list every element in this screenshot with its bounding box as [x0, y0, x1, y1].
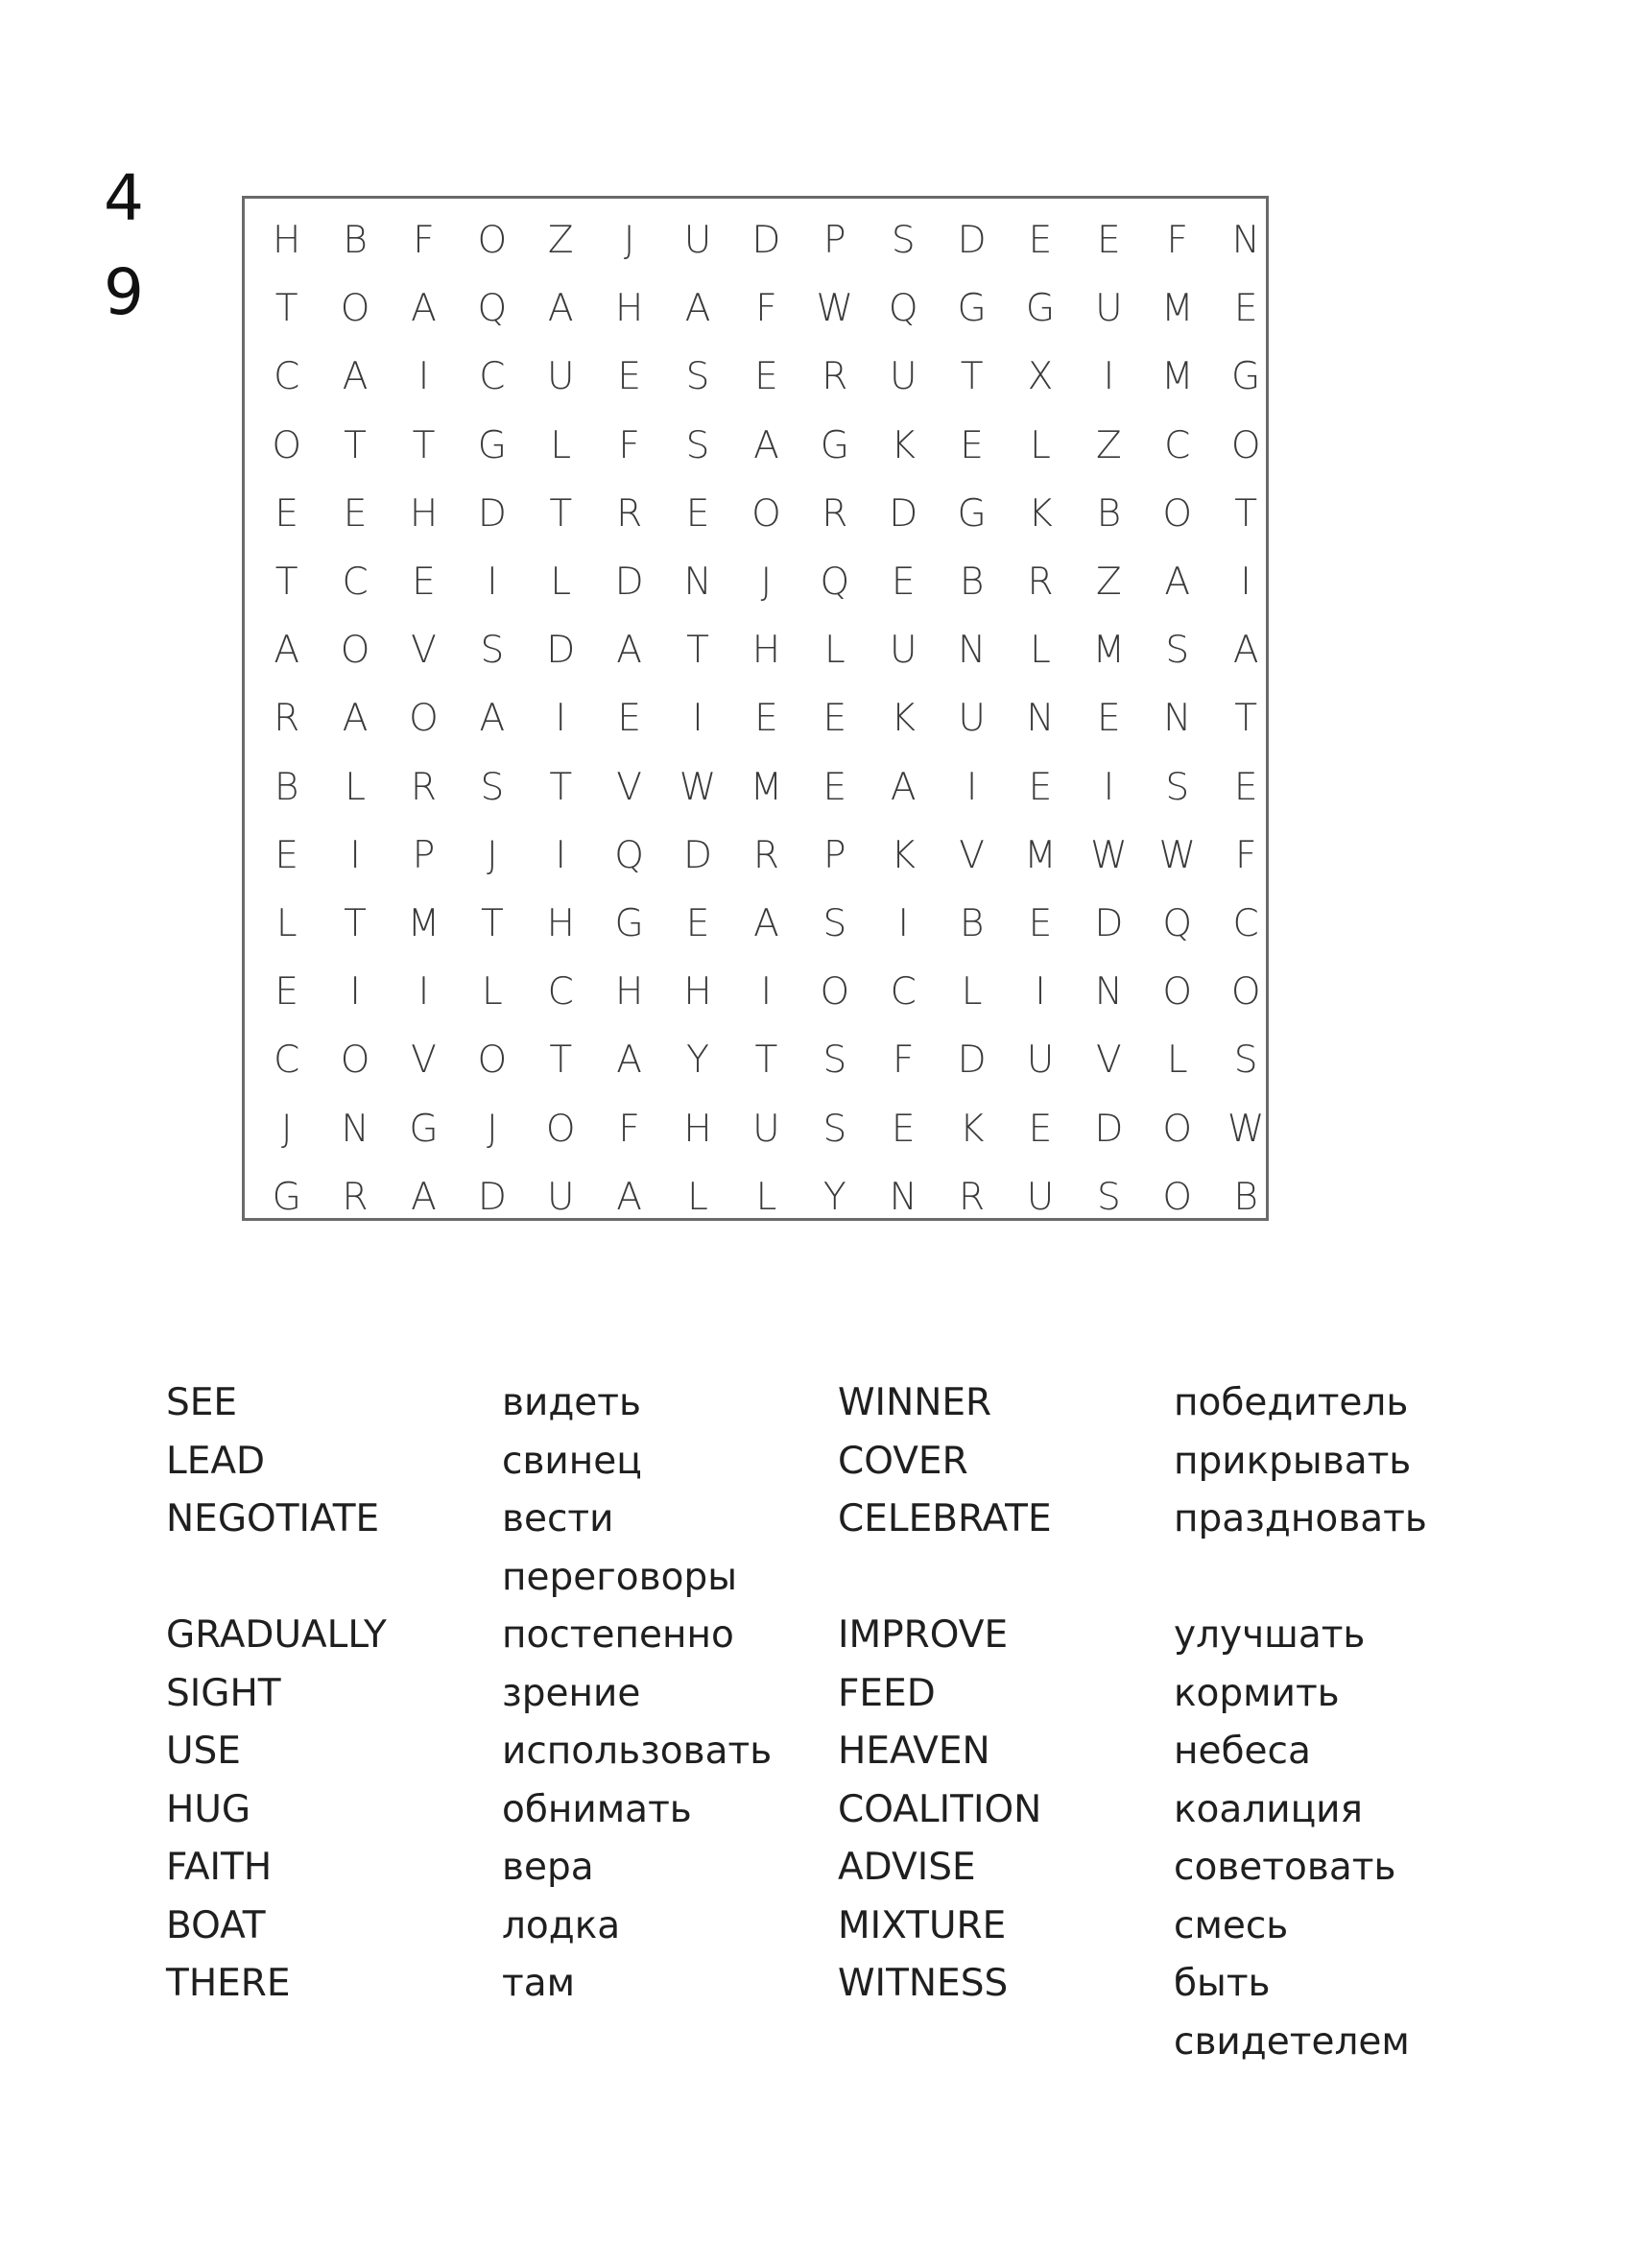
grid-letter: O: [545, 1107, 576, 1151]
grid-letter: T: [412, 423, 436, 467]
grid-letter: P: [823, 833, 846, 877]
grid-letter: E: [1233, 287, 1258, 331]
grid-letter: R: [959, 1175, 986, 1219]
grid-letter: E: [617, 355, 641, 399]
grid-letter: E: [1233, 765, 1258, 809]
grid-letter: L: [823, 629, 846, 673]
grid-letter: M: [1160, 287, 1194, 331]
grid-letter: E: [1028, 1107, 1053, 1151]
grid-letter: S: [1233, 1039, 1258, 1083]
grid-letter: M: [407, 901, 441, 945]
grid-letter: R: [410, 765, 438, 809]
grid-letter: S: [891, 219, 916, 263]
grid-letter: U: [889, 355, 917, 399]
grid-letter: U: [546, 355, 575, 399]
grid-letter: A: [342, 355, 369, 399]
grid-letter: M: [1160, 355, 1194, 399]
grid-letter: O: [1162, 491, 1193, 536]
grid-letter: R: [1027, 561, 1054, 605]
grid-letter: Q: [614, 833, 644, 877]
grid-letter: I: [1035, 970, 1046, 1015]
grid-letter: G: [409, 1107, 439, 1151]
grid-letter: N: [1026, 697, 1055, 741]
grid-letter: E: [822, 697, 847, 741]
grid-letter: I: [349, 833, 361, 877]
grid-letter: O: [820, 970, 850, 1015]
grid-letter: L: [1030, 629, 1051, 673]
grid-letter: E: [685, 491, 710, 536]
grid-letter: I: [897, 901, 909, 945]
grid-letter: L: [482, 970, 503, 1015]
grid-letter: O: [340, 287, 370, 331]
grid-letter: S: [480, 629, 505, 673]
english-word: LEAD: [166, 1439, 266, 1483]
russian-translation: свинец: [502, 1439, 642, 1483]
grid-letter: D: [683, 833, 713, 877]
grid-letter: B: [959, 561, 985, 605]
grid-letter: I: [417, 355, 430, 399]
grid-letter: A: [890, 765, 917, 809]
grid-letter: E: [1097, 697, 1121, 741]
grid-letter: W: [1227, 1107, 1265, 1151]
grid-letter: K: [959, 1107, 985, 1151]
grid-letter: B: [1233, 1175, 1258, 1219]
russian-translation: прикрывать: [1174, 1439, 1412, 1483]
grid-letter: Q: [820, 561, 850, 605]
grid-letter: Y: [822, 1175, 846, 1219]
word-list: [166, 1374, 1529, 2071]
grid-letter: H: [546, 901, 575, 945]
russian-translation: победитель: [1174, 1381, 1409, 1424]
russian-translation: кормить: [1174, 1671, 1340, 1715]
grid-letter: D: [546, 629, 576, 673]
grid-letter: L: [1166, 1039, 1188, 1083]
grid-letter: F: [413, 219, 435, 263]
grid-letter: I: [487, 561, 498, 605]
grid-letter: Z: [1096, 561, 1122, 605]
english-word: FEED: [838, 1671, 936, 1715]
grid-letter: S: [1097, 1175, 1121, 1219]
russian-translation: использовать: [502, 1730, 773, 1773]
grid-letter: S: [822, 901, 847, 945]
grid-letter: V: [616, 765, 642, 809]
grid-letter: I: [760, 970, 773, 1015]
grid-letter: U: [889, 629, 917, 673]
page-number: [104, 152, 152, 340]
grid-letter: N: [341, 1107, 369, 1151]
grid-letter: D: [1094, 901, 1124, 945]
grid-letter: V: [411, 1039, 437, 1083]
grid-letter: C: [1164, 423, 1191, 467]
grid-letter: K: [891, 697, 916, 741]
grid-letter: R: [342, 1175, 369, 1219]
russian-translation: видеть: [502, 1381, 641, 1424]
grid-letter: U: [546, 1175, 575, 1219]
grid-letter: J: [280, 1107, 293, 1151]
grid-letter: D: [614, 561, 644, 605]
grid-letter: H: [751, 629, 781, 673]
grid-letter: C: [1232, 901, 1259, 945]
grid-letter: E: [274, 491, 299, 536]
grid-letter: H: [409, 491, 439, 536]
grid-letter: M: [1092, 629, 1126, 673]
grid-letter: H: [683, 970, 712, 1015]
grid-letter: B: [274, 765, 299, 809]
grid-letter: O: [1230, 970, 1261, 1015]
grid-letter: E: [1028, 765, 1053, 809]
grid-letter: G: [957, 287, 987, 331]
grid-letter: E: [343, 491, 368, 536]
russian-translation: смесь: [1174, 1903, 1289, 1947]
grid-letter: N: [889, 1175, 917, 1219]
grid-letter: Q: [1162, 901, 1193, 945]
grid-letter: N: [1094, 970, 1123, 1015]
grid-letter: S: [480, 765, 505, 809]
russian-translation: улучшать: [1174, 1613, 1366, 1657]
grid-letter: J: [760, 561, 773, 605]
russian-translation: быть: [1174, 1962, 1271, 2005]
english-word: USE: [166, 1730, 241, 1773]
grid-letter: O: [1162, 1107, 1193, 1151]
grid-letter: A: [411, 1175, 437, 1219]
grid-letter: O: [477, 1039, 508, 1083]
grid-letter: E: [754, 355, 778, 399]
grid-letter: T: [754, 1039, 778, 1083]
grid-letter: L: [961, 970, 983, 1015]
grid-letter: E: [617, 697, 641, 741]
grid-letter: G: [614, 901, 644, 945]
russian-translation: советовать: [1174, 1846, 1396, 1889]
grid-letter: A: [616, 1175, 642, 1219]
grid-letter: O: [1162, 970, 1193, 1015]
grid-letter: C: [274, 355, 300, 399]
grid-letter: A: [547, 287, 574, 331]
grid-letter: K: [891, 833, 916, 877]
grid-letter: E: [685, 901, 710, 945]
grid-letter: P: [412, 833, 436, 877]
grid-letter: E: [960, 423, 984, 467]
grid-letter: H: [683, 1107, 712, 1151]
grid-letter: T: [274, 561, 298, 605]
grid-letter: A: [616, 1039, 642, 1083]
grid-letter: U: [1026, 1039, 1055, 1083]
grid-letter: T: [344, 423, 367, 467]
grid-letter: L: [550, 423, 572, 467]
grid-letter: R: [752, 833, 779, 877]
grid-letter: S: [685, 355, 710, 399]
grid-letter: O: [1162, 1175, 1193, 1219]
grid-letter: Y: [686, 1039, 709, 1083]
english-word: FAITH: [166, 1846, 273, 1889]
russian-translation: зрение: [502, 1671, 641, 1715]
grid-letter: N: [958, 629, 987, 673]
russian-translation: коалиция: [1174, 1787, 1363, 1831]
grid-letter: O: [340, 629, 370, 673]
grid-letter: W: [1090, 833, 1128, 877]
grid-letter: I: [965, 765, 978, 809]
grid-letter: O: [477, 219, 508, 263]
grid-letter: T: [1234, 491, 1258, 536]
grid-letter: I: [349, 970, 361, 1015]
grid-letter: A: [479, 697, 506, 741]
grid-letter: E: [1028, 901, 1053, 945]
grid-letter: O: [751, 491, 781, 536]
grid-letter: U: [1026, 1175, 1055, 1219]
grid-letter: G: [477, 423, 507, 467]
grid-letter: D: [477, 491, 507, 536]
grid-letter: S: [1165, 629, 1190, 673]
grid-letter: A: [274, 629, 300, 673]
grid-letter: E: [891, 1107, 916, 1151]
grid-letter: H: [614, 287, 644, 331]
word-search-grid-frame: [242, 196, 1269, 1221]
grid-letter: A: [1232, 629, 1259, 673]
english-word: SEE: [166, 1381, 238, 1424]
grid-letter: W: [1158, 833, 1197, 877]
russian-translation: там: [502, 1962, 576, 2005]
english-word: WINNER: [838, 1381, 992, 1424]
grid-letter: W: [816, 287, 854, 331]
grid-letter: M: [750, 765, 783, 809]
russian-translation: переговоры: [502, 1555, 737, 1599]
grid-letter: N: [683, 561, 712, 605]
grid-letter: D: [477, 1175, 507, 1219]
english-word: HUG: [166, 1787, 251, 1831]
grid-letter: K: [1028, 491, 1053, 536]
grid-letter: T: [549, 1039, 573, 1083]
grid-letter: F: [1166, 219, 1188, 263]
grid-letter: E: [822, 765, 847, 809]
grid-letter: I: [1103, 355, 1115, 399]
page-number-digit-2: 9: [104, 255, 144, 329]
grid-letter: F: [618, 423, 640, 467]
grid-letter: U: [683, 219, 712, 263]
grid-letter: B: [959, 901, 985, 945]
grid-letter: T: [274, 287, 298, 331]
english-word: NEGOTIATE: [166, 1497, 380, 1540]
english-word: COALITION: [838, 1787, 1042, 1831]
english-word: [166, 2014, 502, 2072]
grid-letter: I: [692, 697, 703, 741]
grid-letter: E: [274, 833, 299, 877]
grid-letter: G: [272, 1175, 301, 1219]
grid-letter: O: [272, 423, 302, 467]
grid-letter: L: [755, 1175, 777, 1219]
grid-letter: E: [412, 561, 436, 605]
grid-letter: G: [957, 491, 987, 536]
russian-translation: праздновать: [1174, 1497, 1427, 1540]
grid-letter: L: [1030, 423, 1051, 467]
russian-translation: [502, 2014, 838, 2072]
grid-letter: T: [1234, 697, 1258, 741]
grid-letter: R: [822, 491, 848, 536]
grid-letter: J: [487, 833, 498, 877]
grid-letter: D: [889, 491, 918, 536]
grid-letter: F: [618, 1107, 640, 1151]
grid-letter: O: [1230, 423, 1261, 467]
grid-letter: N: [1231, 219, 1260, 263]
grid-letter: G: [820, 423, 849, 467]
grid-letter: N: [1163, 697, 1192, 741]
page-number-digit-1: 4: [104, 161, 144, 235]
grid-letter: X: [1027, 355, 1054, 399]
russian-translation: постепенно: [502, 1613, 734, 1657]
grid-letter: A: [753, 423, 779, 467]
grid-letter: I: [555, 833, 567, 877]
grid-letter: S: [685, 423, 710, 467]
grid-letter: A: [1164, 561, 1191, 605]
grid-letter: L: [687, 1175, 708, 1219]
grid-letter: D: [751, 219, 781, 263]
grid-letter: J: [487, 1107, 498, 1151]
russian-translation: лодка: [502, 1903, 621, 1947]
grid-letter: R: [274, 697, 300, 741]
grid-letter: S: [1165, 765, 1190, 809]
english-word: BOAT: [166, 1903, 266, 1947]
word-search-grid: [252, 206, 1265, 1231]
grid-letter: B: [1096, 491, 1122, 536]
grid-letter: F: [1234, 833, 1257, 877]
grid-letter: O: [340, 1039, 370, 1083]
grid-letter: A: [616, 629, 642, 673]
english-word: [166, 1549, 502, 1608]
grid-letter: U: [1095, 287, 1123, 331]
english-word: SIGHT: [166, 1671, 281, 1715]
grid-letter: O: [409, 697, 439, 741]
grid-letter: C: [547, 970, 574, 1015]
grid-letter: C: [342, 561, 369, 605]
grid-letter: C: [479, 355, 506, 399]
grid-letter: S: [822, 1039, 847, 1083]
grid-letter: Z: [547, 219, 574, 263]
grid-letter: D: [957, 219, 987, 263]
grid-letter: T: [549, 765, 573, 809]
english-word: CELEBRATE: [838, 1497, 1052, 1540]
grid-letter: V: [411, 629, 437, 673]
grid-letter: E: [1097, 219, 1121, 263]
grid-letter: L: [275, 901, 298, 945]
english-word: [838, 2014, 1174, 2072]
grid-letter: A: [684, 287, 711, 331]
grid-letter: F: [892, 1039, 915, 1083]
grid-letter: H: [614, 970, 644, 1015]
grid-letter: M: [1024, 833, 1057, 877]
russian-translation: вести: [502, 1497, 614, 1540]
english-word: HEAVEN: [838, 1730, 990, 1773]
grid-letter: W: [679, 765, 717, 809]
grid-letter: D: [957, 1039, 987, 1083]
grid-letter: T: [480, 901, 504, 945]
grid-letter: E: [1028, 219, 1053, 263]
grid-letter: D: [1094, 1107, 1124, 1151]
grid-letter: G: [1231, 355, 1261, 399]
grid-letter: E: [754, 697, 778, 741]
grid-letter: T: [960, 355, 984, 399]
english-word: WITNESS: [838, 1962, 1009, 2005]
grid-letter: R: [822, 355, 848, 399]
russian-translation: обнимать: [502, 1787, 692, 1831]
grid-letter: E: [274, 970, 299, 1015]
grid-letter: A: [753, 901, 779, 945]
grid-letter: T: [686, 629, 709, 673]
grid-letter: K: [891, 423, 916, 467]
grid-letter: C: [890, 970, 917, 1015]
english-word: THERE: [166, 1962, 291, 2005]
grid-letter: H: [273, 219, 301, 263]
grid-letter: R: [616, 491, 643, 536]
grid-letter: P: [823, 219, 846, 263]
grid-letter: J: [623, 219, 635, 263]
grid-letter: G: [1025, 287, 1056, 331]
grid-letter: Q: [477, 287, 508, 331]
grid-letter: U: [958, 697, 986, 741]
grid-letter: I: [417, 970, 430, 1015]
english-word: GRADUALLY: [166, 1613, 387, 1657]
grid-letter: T: [549, 491, 573, 536]
grid-letter: Q: [888, 287, 918, 331]
english-word: COVER: [838, 1439, 968, 1483]
grid-letter: I: [555, 697, 567, 741]
grid-letter: A: [411, 287, 437, 331]
grid-letter: T: [344, 901, 367, 945]
grid-letter: U: [752, 1107, 780, 1151]
grid-letter: F: [755, 287, 777, 331]
grid-letter: I: [1240, 561, 1251, 605]
russian-translation: небеса: [1174, 1730, 1311, 1773]
grid-letter: L: [550, 561, 572, 605]
grid-letter: E: [891, 561, 916, 605]
english-word: MIXTURE: [838, 1903, 1007, 1947]
grid-letter: A: [342, 697, 369, 741]
grid-letter: Z: [1096, 423, 1122, 467]
russian-translation: вера: [502, 1846, 594, 1889]
grid-letter: S: [822, 1107, 847, 1151]
grid-letter: C: [274, 1039, 300, 1083]
grid-letter: V: [1096, 1039, 1122, 1083]
russian-translation: [1174, 1549, 1529, 1608]
grid-letter: I: [1103, 765, 1115, 809]
grid-letter: V: [959, 833, 985, 877]
english-word: ADVISE: [838, 1846, 976, 1889]
english-word: [838, 1549, 1174, 1608]
russian-translation: свидетелем: [1174, 2019, 1410, 2064]
english-word: IMPROVE: [838, 1613, 1009, 1657]
grid-letter: B: [343, 219, 368, 263]
grid-letter: L: [345, 765, 366, 809]
